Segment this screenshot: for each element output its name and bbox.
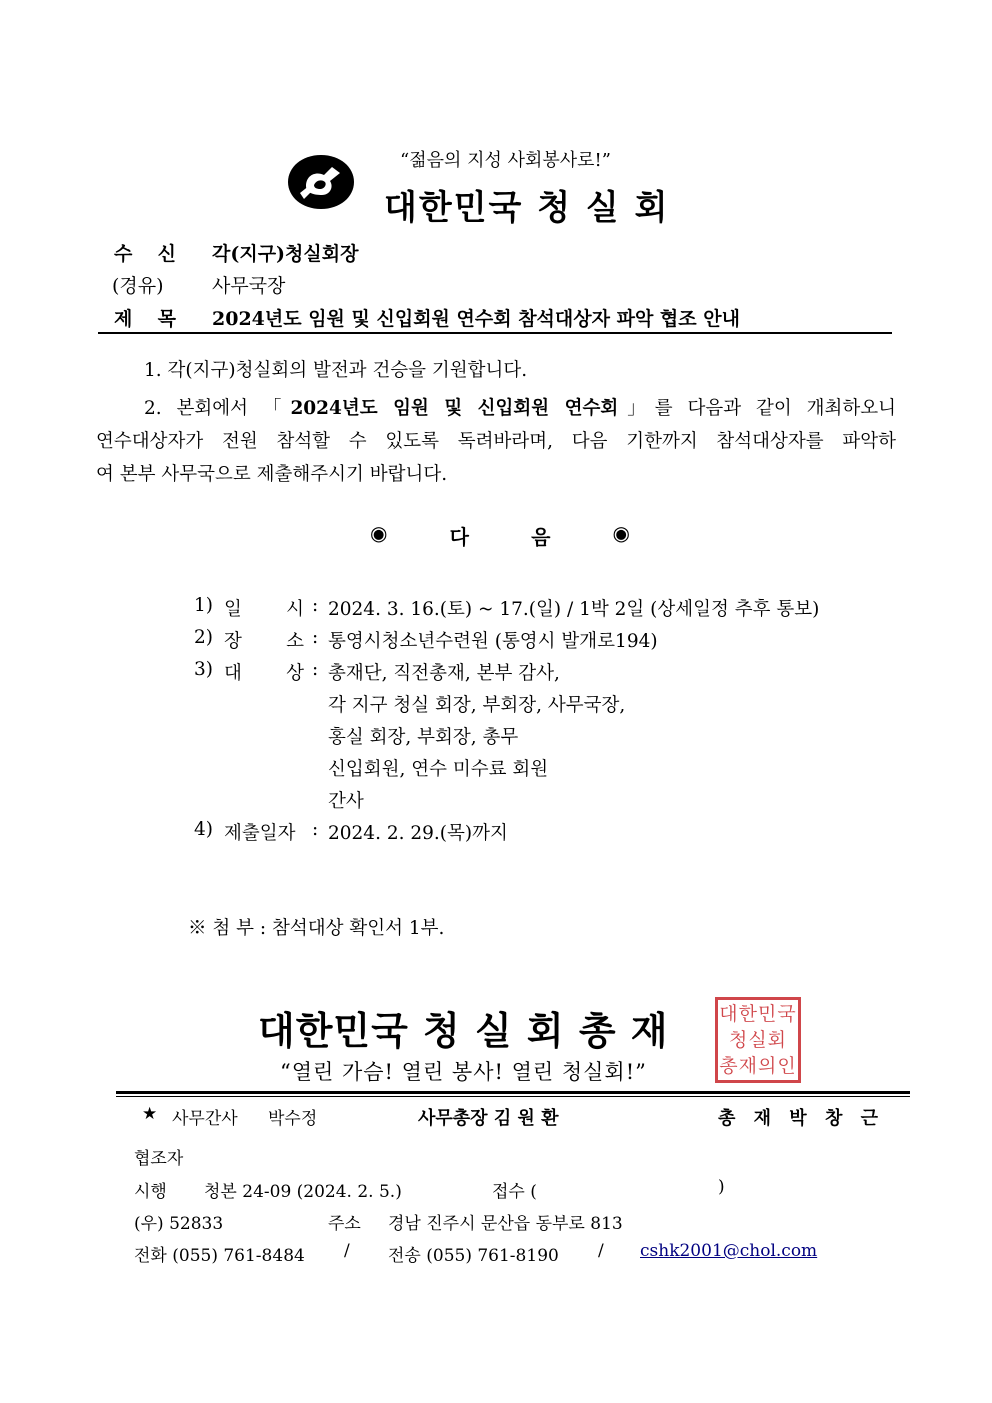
footer-divider — [116, 1091, 910, 1094]
receipt-close: ) — [718, 1177, 725, 1197]
secretary-general: 사무총장 김 원 환 — [418, 1108, 559, 1129]
detail-value: 2024. 3. 16.(토) ~ 17.(일) / 1박 2일 (상세일정 추후 통보) — [328, 599, 820, 620]
zip-code: (우) 52833 — [134, 1214, 224, 1234]
bullet-mark-right: ◉ — [612, 521, 630, 545]
to-label: 수 신 — [114, 243, 176, 265]
org-title: 대한민국 청 실 회 — [384, 188, 670, 228]
detail-num: 2) — [194, 627, 213, 648]
subject-value: 2024년도 임원 및 신입회원 연수회 참석대상자 파악 협조 안내 — [212, 308, 740, 330]
heading-word-2: 음 — [531, 525, 551, 549]
motto: “젊음의 지성 사회봉사로!” — [400, 150, 611, 171]
address: 경남 진주시 문산읍 동부로 813 — [388, 1214, 623, 1234]
chungsil-emblem-icon — [286, 153, 356, 211]
separator: / — [598, 1241, 604, 1261]
detail-label: 일 시 — [224, 599, 304, 620]
event-name: 2024년도 임원 및 신입회원 연수회 — [290, 398, 619, 419]
detail-value: 총재단, 직전총재, 본부 감사, — [328, 663, 560, 684]
detail-num: 4) — [194, 819, 213, 840]
target-line: 신입회원, 연수 미수료 회원 — [328, 759, 549, 780]
attachment-note: ※ 첨 부 : 참석대상 확인서 1부. — [188, 918, 445, 939]
via-label: (경유) — [112, 275, 164, 297]
detail-label: 장 소 — [224, 631, 304, 652]
paragraph-2-line-3: 여 본부 사무국으로 제출해주시기 바랍니다. — [96, 464, 448, 485]
enforcement-value: 청본 24-09 (2024. 2. 5.) — [204, 1182, 402, 1202]
seal-text: 청실회 — [728, 1029, 788, 1051]
staff-role: 사무간사 — [172, 1109, 238, 1129]
paragraph-2-suffix: 」를 다음과 같이 개최하오니 — [618, 398, 896, 419]
detail-value: 2024. 2. 29.(목)까지 — [328, 823, 508, 844]
paragraph-1: 1. 각(지구)청실회의 발전과 건승을 기원합니다. — [144, 360, 528, 381]
issuer-slogan: “열린 가슴! 열린 봉사! 열린 청실회!” — [280, 1060, 647, 1084]
target-line: 각 지구 청실 회장, 부회장, 사무국장, — [328, 695, 626, 716]
star-icon: ★ — [142, 1104, 158, 1124]
staff-name: 박수정 — [268, 1109, 318, 1129]
email-link[interactable]: cshk2001@chol.com — [640, 1241, 818, 1261]
target-line: 간사 — [328, 791, 364, 812]
subject-label: 제 목 — [114, 308, 176, 330]
detail-colon: : — [312, 627, 319, 648]
separator: / — [344, 1241, 350, 1261]
issuer-name: 대한민국 청 실 회 총 재 — [258, 1008, 669, 1053]
enforcement-label: 시행 — [134, 1182, 167, 1202]
paragraph-2-line-2: 연수대상자가 전원 참석할 수 있도록 독려바라며, 다음 기한까지 참석대상자를 파악하 — [96, 431, 896, 452]
address-label: 주소 — [328, 1214, 361, 1234]
detail-label: 대 상 — [224, 663, 304, 684]
phone: 전화 (055) 761-8484 — [134, 1246, 305, 1266]
via-value: 사무국장 — [212, 275, 286, 297]
official-seal-stamp — [715, 997, 801, 1083]
detail-colon: : — [312, 659, 319, 680]
president: 총 재 박 창 근 — [718, 1108, 878, 1129]
detail-num: 3) — [194, 659, 213, 680]
detail-label: 제출일자 — [224, 823, 296, 844]
receipt-label: 접수 ( — [492, 1182, 537, 1202]
detail-colon: : — [312, 819, 319, 840]
seal-text: 대한민국 — [719, 1003, 797, 1025]
section-heading — [370, 521, 630, 550]
header-divider — [98, 332, 892, 334]
paragraph-2-prefix: 2. 본회에서 「 — [144, 398, 291, 419]
seal-text: 총재의인 — [719, 1055, 797, 1077]
bullet-mark-left: ◉ — [370, 521, 388, 545]
detail-colon: : — [312, 595, 319, 616]
to-value: 각(지구)청실회장 — [212, 243, 359, 265]
paragraph-2-line-1 — [144, 394, 896, 420]
fax: 전송 (055) 761-8190 — [388, 1246, 559, 1266]
heading-word-1: 다 — [449, 525, 469, 549]
detail-value: 통영시청소년수련원 (통영시 발개로194) — [328, 631, 658, 652]
detail-num: 1) — [194, 595, 213, 616]
target-line: 홍실 회장, 부회장, 총무 — [328, 727, 519, 748]
footer-divider — [116, 1096, 910, 1097]
cooperator-label: 협조자 — [134, 1149, 184, 1169]
